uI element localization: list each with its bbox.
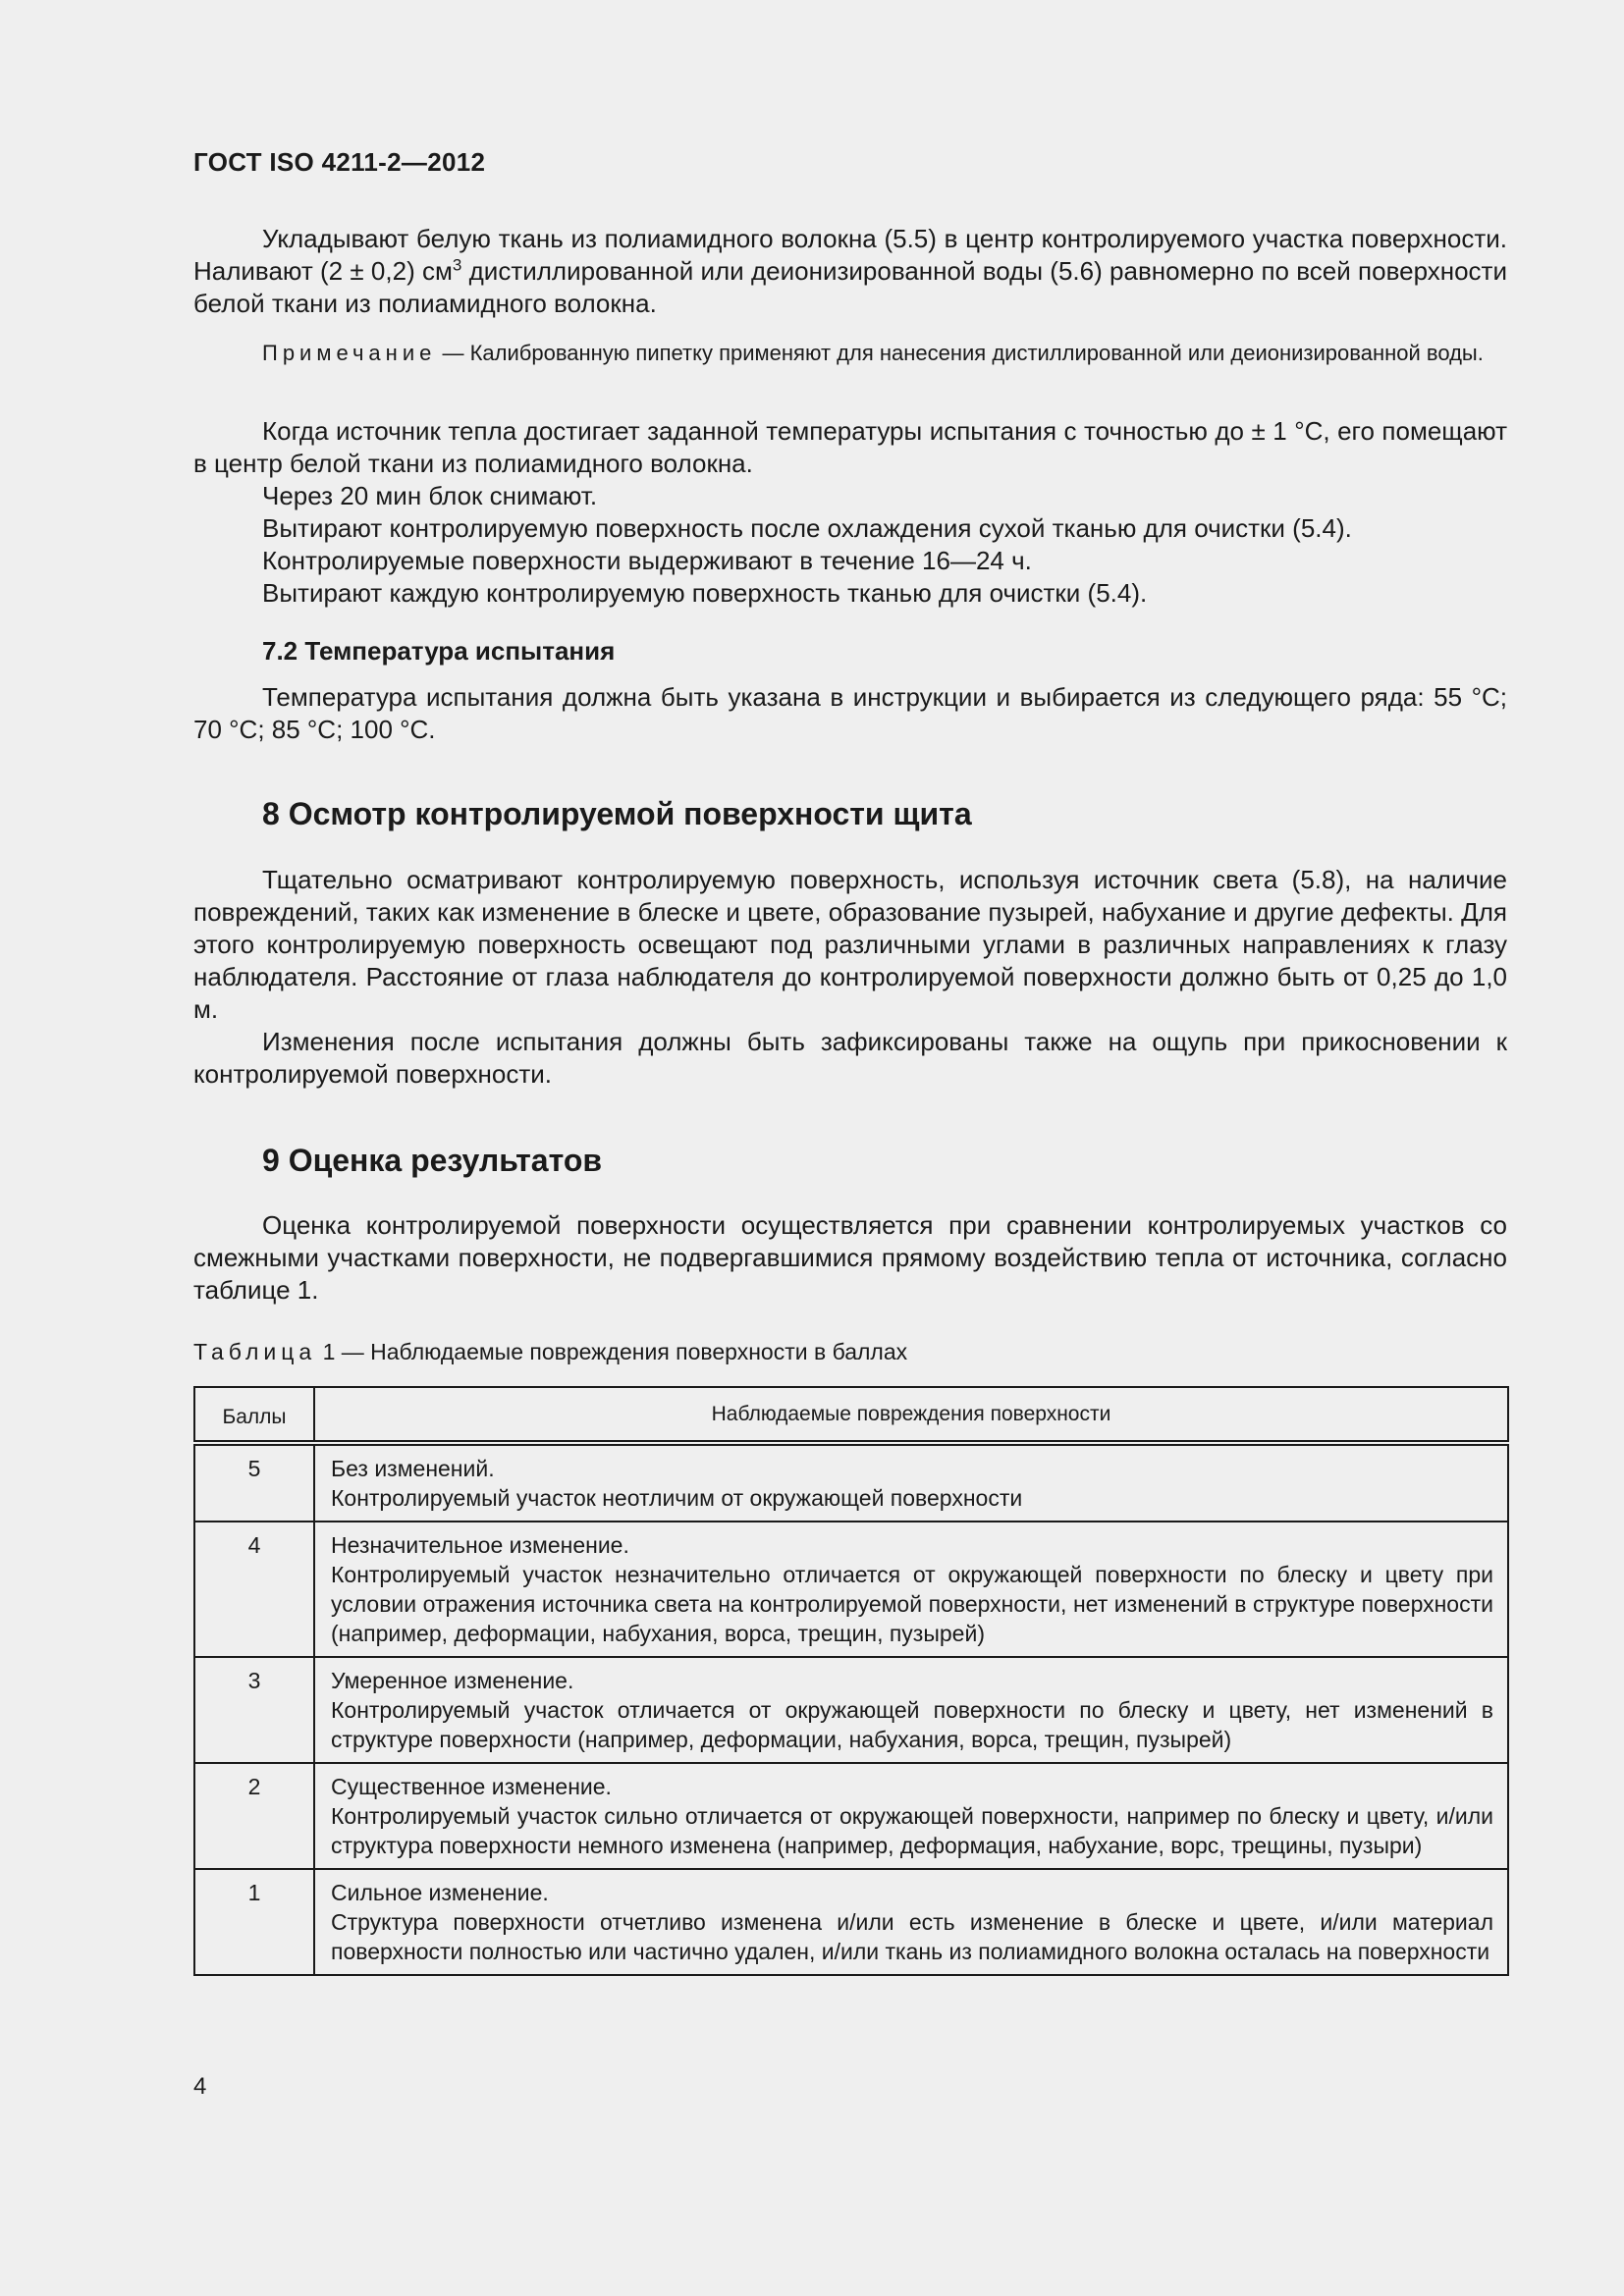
row-score: 2	[194, 1763, 314, 1869]
table-row	[194, 1443, 1508, 1522]
table-row	[194, 1763, 1508, 1869]
row-title: Существенное изменение.	[331, 1774, 612, 1799]
row-score: 4	[194, 1522, 314, 1657]
table-caption-label: Таблица	[193, 1339, 317, 1364]
row-text: Контролируемый участок неотличим от окружающей поверхности	[331, 1485, 1023, 1511]
note-text: — Калиброванную пипетку применяют для нанесения дистиллированной или деионизированной воды.	[436, 341, 1484, 365]
row-text: Контролируемый участок сильно отличается от окружающей поверхности, например по блеску и цвету, и/или структура поверхности немного изменена (например, деформация, набухание, ворс, трещины, пузыри)	[331, 1803, 1493, 1858]
section-9-title: 9 Оценка результатов	[262, 1143, 603, 1178]
table-row	[194, 1869, 1508, 1975]
row-title: Без изменений.	[331, 1456, 495, 1481]
note	[193, 338, 1507, 368]
row-description	[314, 1522, 1508, 1657]
row-score: 3	[194, 1657, 314, 1763]
row-title: Сильное изменение.	[331, 1880, 549, 1905]
row-title: Умеренное изменение.	[331, 1668, 574, 1693]
scores-table	[193, 1386, 1509, 1976]
intro-p1-text: Укладывают белую ткань из полиамидного волокна (5.5) в центр контролируемого участка поверхности. Наливают (2 ± 0,2) см	[193, 224, 1507, 286]
row-text: Контролируемый участок отличается от окружающей поверхности по блеску и цвету, нет изменений в структуре поверхности (например, деформации, набухания, ворса, трещин, пузырей)	[331, 1697, 1493, 1752]
section-8-paragraph-2: Изменения после испытания должны быть зафиксированы также на ощупь при прикосновении к контролируемой поверхности.	[193, 1027, 1507, 1089]
row-description	[314, 1763, 1508, 1869]
cubic-superscript: 3	[452, 255, 462, 275]
intro-paragraph-3: Через 20 мин блок снимают.	[262, 481, 598, 510]
intro-paragraph-5: Контролируемые поверхности выдерживают в течение 16—24 ч.	[262, 546, 1032, 575]
row-score: 5	[194, 1443, 314, 1522]
intro-paragraph-4: Вытирают контролируемую поверхность после охлаждения сухой тканью для очистки (5.4).	[262, 513, 1352, 543]
intro-paragraphs	[193, 415, 1507, 610]
section-9-paragraph-1: Оценка контролируемой поверхности осуществляется при сравнении контролируемых участков со смежными участками поверхности, не подвергавшимися прямому воздействию тепла от источника, согласно таблице 1.	[193, 1210, 1507, 1305]
section-9-text	[193, 1209, 1507, 1307]
note-label: Примечание	[262, 341, 437, 365]
row-description	[314, 1443, 1508, 1522]
intro-p1-end: дистиллированной или деионизированной воды (5.6) равномерно по всей поверхности белой ткани из полиамидного волокна.	[193, 256, 1507, 318]
document-header: ГОСТ ISO 4211-2—2012	[193, 147, 486, 177]
table-caption-text: 1 — Наблюдаемые повреждения поверхности в баллах	[316, 1339, 908, 1364]
row-description	[314, 1657, 1508, 1763]
header-damage: Наблюдаемые повреждения поверхности	[314, 1387, 1508, 1443]
subsection-7-2-title: 7.2 Температура испытания	[262, 636, 616, 666]
table-row	[194, 1657, 1508, 1763]
page-number: 4	[193, 2073, 207, 2100]
row-text: Структура поверхности отчетливо изменена и/или есть изменение в блеске и цвете, и/или материал поверхности полностью или частично удален, и/или ткань из полиамидного волокна осталась на поверхности	[331, 1909, 1493, 1964]
section-8-text	[193, 864, 1507, 1091]
table-caption	[193, 1339, 907, 1365]
row-description	[314, 1869, 1508, 1975]
row-text: Контролируемый участок незначительно отличается от окружающей поверхности по блеску и цвету при условии отражения источника света на контролируемой поверхности, нет изменений в структуре поверхности (например, деформации, набухания, ворса, трещин, пузырей)	[331, 1562, 1493, 1646]
intro-paragraph-2: Когда источник тепла достигает заданной температуры испытания с точностью до ± 1 °C, его помещают в центр белой ткани из полиамидного волокна.	[193, 416, 1507, 478]
table-header-row	[194, 1387, 1508, 1443]
row-score: 1	[194, 1869, 314, 1975]
section-8-title: 8 Осмотр контролируемой поверхности щита	[262, 796, 972, 831]
table-row	[194, 1522, 1508, 1657]
subsection-7-2-text	[193, 681, 1507, 746]
intro-paragraph-1	[193, 223, 1507, 320]
section-8-paragraph-1: Тщательно осматривают контролируемую поверхность, используя источник света (5.8), на наличие повреждений, таких как изменение в блеске и цвете, образование пузырей, набухание и другие дефекты. Для этого контролируемую поверхность освещают под различными углами в различных направлениях к глазу наблюдателя. Расстояние от глаза наблюдателя до контролируемой поверхности должно быть от 0,25 до 1,0 м.	[193, 865, 1507, 1024]
intro-paragraph-6: Вытирают каждую контролируемую поверхность тканью для очистки (5.4).	[262, 578, 1148, 608]
header-score: Баллы	[194, 1387, 314, 1443]
temperature-paragraph: Температура испытания должна быть указана в инструкции и выбирается из следующего ряда: 55 °C; 70 °C; 85 °C; 100 °C.	[193, 682, 1507, 744]
row-title: Незначительное изменение.	[331, 1532, 629, 1558]
